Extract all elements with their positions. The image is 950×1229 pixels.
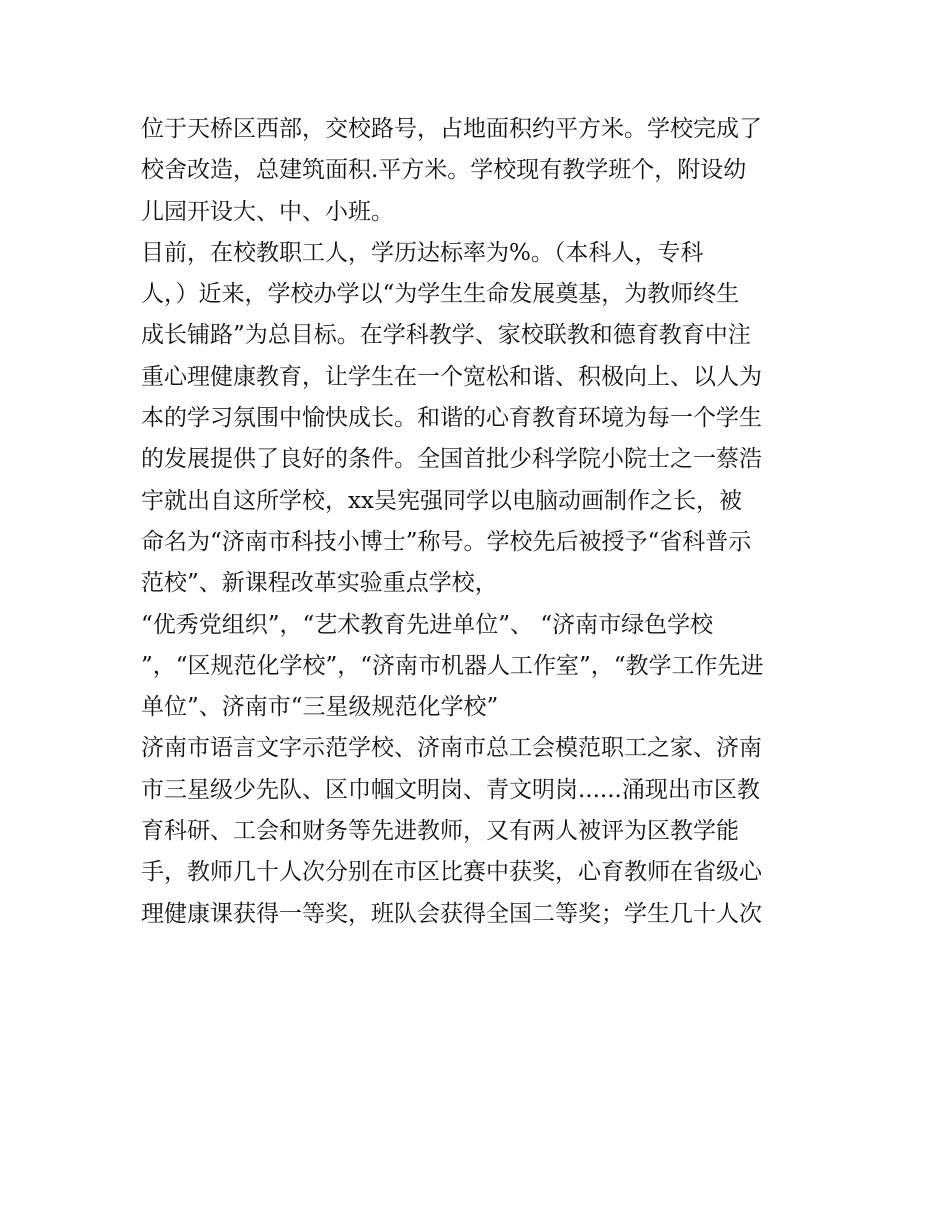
text-line: ”，“区规范化学校”，“济南市机器人工作室”，“教学工作先进 [141,652,764,679]
text-line: 手，教师几十人次分别在市区比赛中获奖，心育教师在省级心 [141,859,762,886]
text-line: 命名为“济南市科技小博士”称号。学校先后被授予“省科普示 [141,528,752,555]
body-text [141,109,821,935]
text-line: 宇就出自这所学校，xx吴宪强同学以电脑动画制作之长，被 [141,487,742,514]
text-line: 育科研、工会和财务等先进教师，又有两人被评为区教学能 [141,818,739,845]
text-line: 的发展提供了良好的条件。全国首批少科学院小院士之一蔡浩 [141,446,762,473]
text-line: 济南市语言文字示范学校、济南市总工会模范职工之家、济南 [141,735,762,762]
text-line: 理健康课获得一等奖，班队会获得全国二等奖；学生几十人次 [141,900,762,927]
text-line: “优秀党组织”，“艺术教育先进单位”、 “济南市绿色学校 [141,611,714,638]
text-line: 重心理健康教育，让学生在一个宽松和谐、积极向上、以人为 [141,363,762,390]
text-line: 位于天桥区西部，交校路号，占地面积约平方米。学校完成了 [141,116,762,142]
text-line: 校舍改造，总建筑面积.平方米。学校现有教学班个，附设幼 [141,157,747,184]
text-line: 成长铺路”为总目标。在学科教学、家校联教和德育教育中注 [141,322,751,349]
text-line: 儿园开设大、中、小班。 [141,198,394,225]
text-line: 目前，在校教职工人，学历达标率为%。（本科人，专科 [141,239,704,266]
text-line: 本的学习氛围中愉快成长。和谐的心育教育环境为每一个学生 [141,405,762,432]
text-line: 市三星级少先队、区巾帼文明岗、青文明岗......涌现出市区教 [141,776,760,803]
text-line: 人，）近来，学校办学以“为学生生命发展奠基，为教师终生 [141,281,740,308]
text-line: 范校”、新课程改革实验重点学校， [141,570,498,597]
text-line: 单位”、济南市“三星级规范化学校” [141,694,499,721]
